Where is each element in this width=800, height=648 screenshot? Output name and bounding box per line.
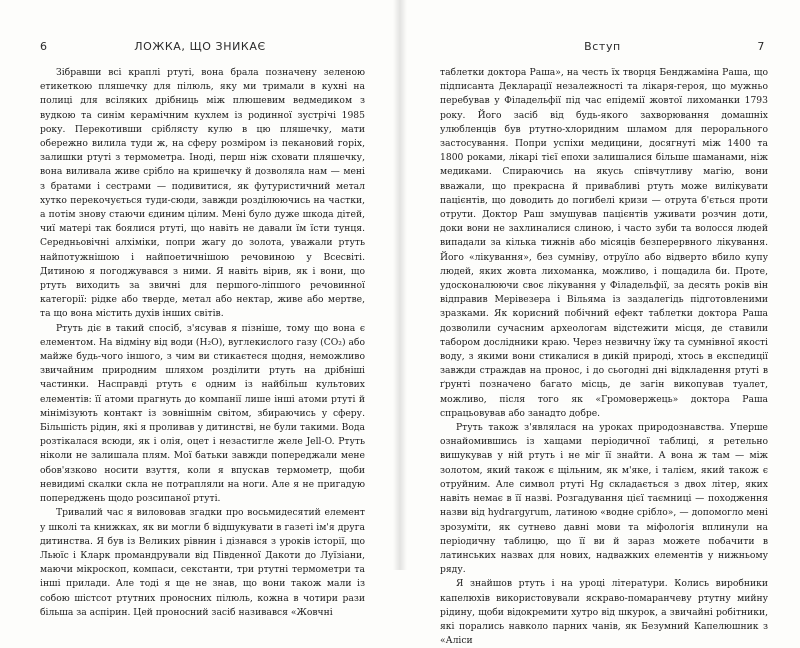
left-page-header	[40, 40, 360, 54]
left-paragraph: Тривалий час я вилововав згадки про восьмидесятий елемент у школі та книжках, як ви могли б відшукувати в газеті ім'я друга дитинства. Я був із Великих рівнин і дізнався з уроків історії, що Льюїс і Кларк промандрували від Південної Дакоти до Луїзіани, маючи мікроскоп, компаси, секстанти, три ртутні термометри та інші прилади. Але тоді я ще не знав, що вони також мали із собою шістсот ртутних проносних пілюль, кожна в чотири рази більша за аспірин. Цей проносний засіб називався «Жовчні	[40, 507, 365, 618]
right-page	[400, 0, 800, 647]
left-running-title: ЛОЖКА, ЩО ЗНИКАЄ	[134, 40, 266, 53]
right-running-title: Вступ	[584, 40, 621, 53]
left-page-number: 6	[40, 40, 48, 53]
left-paragraph: Зібравши всі краплі ртуті, вона брала позначену зеленою етикеткою пляшечку для пілюль, яку ми тримали в кухні на полиці для всіляких дрібниць між плюшевим ведмедиком з вудкою та синім керамічним кухлем із родинної зустрічі 1985 року. Перекотивши сріблясту кулю в цю пляшечку, мати обережно вилила туди ж, на сферу розміром із пекановий горіх, залишки ртуті з термометра. Іноді, перш ніж сховати пляшечку, вона виливала живе срібло на кришечку й дозволяла нам — мені з братами і сестрами — подивитися, як футуристичний метал хутко перекочується туди-сюди, завжди розділюючись на частки, а потім знову стаючи єдиним цілим. Мені було дуже шкода дітей, чиї матері так боялися ртуті, що навіть не давали їм їсти тунця. Середньовічні алхіміки, попри жагу до золота, уважали ртуть найпотужнішою і найпоетичнішою речовиною у Всесвіті. Дитиною я погоджувався з ними. Я навіть вірив, як і вони, що ртуть виходить за звичні для першого-ліпшого речовинної категорії: рідке або тверде, метал або нектар, живе або мертве, та що вона містить духів інших світів.	[40, 67, 365, 320]
right-paragraph: таблетки доктора Раша», на честь їх творця Бенджаміна Раша, що підписанта Декларації незалежності та лікаря-героя, що мужньо перебував у Філадельфії під час епідемії жовтої лихоманки 1793 року. Його засіб від будь-якого захворювання домашніх улюбленців був ртутно-хлоридним шламом для перорального застосування. Попри успіхи медицини, досягнуті між 1400 та 1800 роками, лікарі тієї епохи залишалися більше шаманами, ніж медиками. Спираючись на якусь співчутливу магію, вони вважали, що прекрасна й привабливі ртуть може вилікувати пацієнтів, що доводить до погибелі кризи — отрута б'ється проти отрути. Доктор Раш змушував пацієнтів уживати розчин доти, доки вони не захлиналися слиною, і часто зуби та волосся людей випадали за кілька тижнів або місяців безперервного лікування. Його «лікування», без сумніву, отруїло або відвертo вбило купу людей, яких жовта лихоманка, можливо, і пощадила би. Проте, удосконалюючи своє лікування у Філадельфії, за десять років він відправив Мерівезера і Вільяма із заздалегідь підготовленими зразками. Як корисний побічний ефект таблетки доктора Раша дозволили сучасним археологам відстежити місця, де ставили табором дослідники краю. Через незвичну їжу та сумнівної якості воду, з якими вони стикалися в дикій природі, хтось в експедиції завжди страждав на пронос, і до сьогодні дні відкладення ртуті в ґрунті позначено багато місць, де загін викопував туалет, можливо, після того як «Громовержець» доктора Раша спрацьовував або занадто добре.	[440, 67, 768, 419]
left-page	[0, 0, 400, 618]
right-page-body	[440, 66, 768, 648]
right-paragraph: Я знайшов ртуть і на уроці літератури. Колись виробники капелюхів використовували яскраво-помаранчеву ртутну мийну рідину, щоби відокремити хутро від шкурок, а звичайні робітники, які порались навколо парних чанів, як Безумний Капелюшник з «Аліси	[440, 578, 768, 647]
right-page-header	[440, 40, 765, 54]
left-page-body	[40, 66, 365, 620]
right-page-number: 7	[757, 40, 765, 53]
right-paragraph: Ртуть також з'являлася на уроках природознавства. Уперше ознайомившись із хащами періодичної таблиці, я ретельно вишукував у ній ртуть і не міг її знайти. А вона ж там — між золотом, який також є щільним, як м'яке, і талієм, який також є отруйним. Але символ ртуті Hg складається з двох літер, яких навіть немає в її назві. Розгадування цієї таємниці — походження назви від hydrargyrum, латиною «водне срібло», — допомогло мені зрозуміти, як сутнево давні мови та міфологія вплинули на періодичну таблицю, що її ви й зараз можете побачити в латинських назвах для нових, надважких елементів у нижньому ряду.	[440, 422, 768, 576]
left-paragraph: Ртуть діє в такий спосіб, з'ясував я пізніше, тому що вона є елементом. На відміну від води (H₂O), вуглекислого газу (CO₂) або майже будь-чого іншого, з чим ви стикаєтеся щодня, неможливо звичайним природним шляхом розділити ртуть на дрібніші частинки. Насправді ртуть є одним із найбільш культових елементів: її атоми прагнуть до компанії лише інші атоми ртуті й мінімізують контакт із зовнішнім світом, збираючись у сферу. Більшість рідин, які я проливав у дитинстві, не були такими. Вода розтікалася всюди, як і олія, оцет і незастиглe желе Jell-O. Ртуть ніколи не залишала плям. Мої батьки завжди попереджали мене обов'язково носити взуття, коли я впускав термометр, щоби невидимі скалки скла не потрапляли на ноги. Але я не пригадую попереджень щодо розсипаної ртуті.	[40, 322, 365, 505]
